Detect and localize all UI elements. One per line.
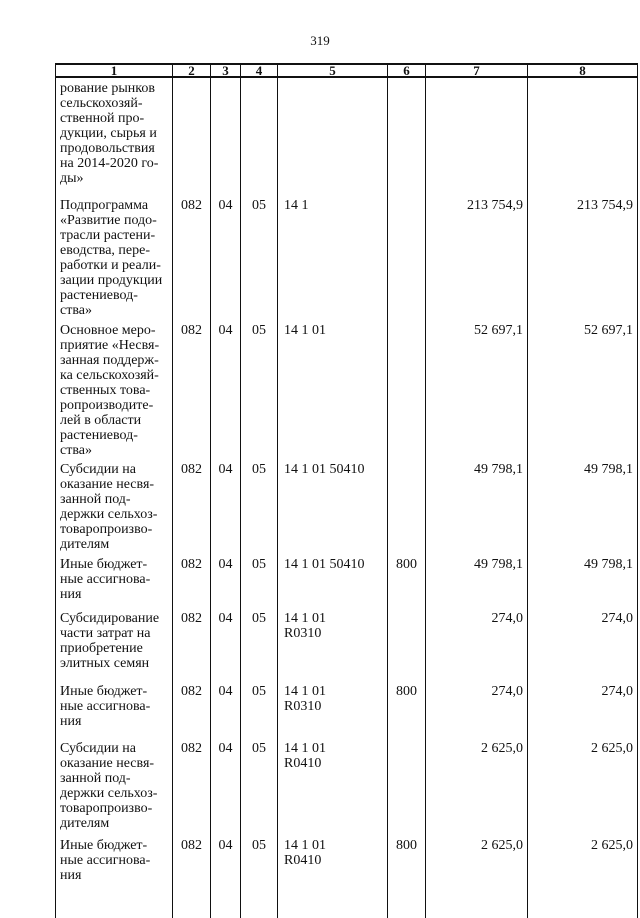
column-header: 5 [278, 64, 388, 77]
table-cell [173, 77, 211, 194]
table-cell: 274,0 [528, 607, 638, 680]
table-cell: 213 754,9 [426, 194, 528, 319]
table-header-row [56, 64, 638, 77]
table-cell: 04 [211, 680, 241, 737]
table-cell: 082 [173, 194, 211, 319]
table-cell: 082 [173, 553, 211, 607]
table-cell [241, 77, 278, 194]
table-cell: 05 [241, 319, 278, 458]
table-cell: 14 1 01 50410 [278, 553, 388, 607]
table-cell: 082 [173, 319, 211, 458]
table-cell: 49 798,1 [426, 458, 528, 553]
column-header: 6 [388, 64, 426, 77]
table-cell: 05 [241, 194, 278, 319]
table-cell: 04 [211, 194, 241, 319]
row-label-cell: Основное меро- приятие «Несвя- занная поддерж- ка сельскохозяй- ственных това- ропроизводите- лей в области растениевод- ства» [56, 319, 173, 458]
table-cell: 14 1 01 R0410 [278, 834, 388, 918]
table-cell: 04 [211, 319, 241, 458]
table-cell: 800 [388, 680, 426, 737]
table-cell: 49 798,1 [528, 458, 638, 553]
table-row [56, 834, 638, 918]
row-label-cell: Подпрограмма «Развитие подо- трасли растени- еводства, пере- работки и реали- зации продукции растениевод- ства» [56, 194, 173, 319]
table-cell: 274,0 [528, 680, 638, 737]
table-cell: 04 [211, 607, 241, 680]
column-header: 2 [173, 64, 211, 77]
table-cell: 49 798,1 [426, 553, 528, 607]
page-number: 319 [310, 33, 330, 48]
row-label-cell: Иные бюджет- ные ассигнова- ния [56, 834, 173, 918]
table-cell: 52 697,1 [426, 319, 528, 458]
table-cell: 52 697,1 [528, 319, 638, 458]
table-row [56, 607, 638, 680]
table-cell [388, 458, 426, 553]
column-header: 7 [426, 64, 528, 77]
table-cell [426, 77, 528, 194]
budget-table [55, 63, 638, 918]
table-cell: 213 754,9 [528, 194, 638, 319]
table-row [56, 553, 638, 607]
table-cell [388, 737, 426, 834]
table-cell: 14 1 01 [278, 319, 388, 458]
column-header: 1 [56, 64, 173, 77]
table-cell: 04 [211, 458, 241, 553]
table-cell: 14 1 01 50410 [278, 458, 388, 553]
table-row [56, 77, 638, 194]
table-cell: 2 625,0 [528, 834, 638, 918]
table-cell: 274,0 [426, 680, 528, 737]
table-row [56, 319, 638, 458]
table-cell: 04 [211, 737, 241, 834]
table-cell: 49 798,1 [528, 553, 638, 607]
table-cell: 274,0 [426, 607, 528, 680]
table-cell: 082 [173, 458, 211, 553]
column-header: 8 [528, 64, 638, 77]
table-cell [528, 77, 638, 194]
table-cell: 800 [388, 834, 426, 918]
row-label-cell: Субсидии на оказание несвя- занной под- держки сельхоз- товаропроизво- дителям [56, 737, 173, 834]
table-cell: 05 [241, 737, 278, 834]
table-cell: 800 [388, 553, 426, 607]
table-row [56, 458, 638, 553]
table-cell: 2 625,0 [528, 737, 638, 834]
table-cell [211, 77, 241, 194]
table-cell: 05 [241, 834, 278, 918]
table-row [56, 680, 638, 737]
table-cell: 05 [241, 553, 278, 607]
table-cell: 05 [241, 607, 278, 680]
table-cell: 082 [173, 834, 211, 918]
table-cell: 05 [241, 458, 278, 553]
table-cell: 14 1 01 R0310 [278, 680, 388, 737]
table-cell: 2 625,0 [426, 737, 528, 834]
table-cell [388, 607, 426, 680]
table-cell [388, 77, 426, 194]
table-cell [388, 194, 426, 319]
table-row [56, 194, 638, 319]
table-cell: 082 [173, 607, 211, 680]
table-cell: 14 1 [278, 194, 388, 319]
table-cell: 14 1 01 R0410 [278, 737, 388, 834]
table-cell: 2 625,0 [426, 834, 528, 918]
table-cell: 082 [173, 737, 211, 834]
table-cell: 04 [211, 834, 241, 918]
column-header: 4 [241, 64, 278, 77]
table-cell: 14 1 01 R0310 [278, 607, 388, 680]
table-cell [278, 77, 388, 194]
row-label-cell: Субсидии на оказание несвя- занной под- держки сельхоз- товаропроизво- дителям [56, 458, 173, 553]
table-cell: 05 [241, 680, 278, 737]
column-header: 3 [211, 64, 241, 77]
row-label-cell: Иные бюджет- ные ассигнова- ния [56, 553, 173, 607]
table-cell: 082 [173, 680, 211, 737]
row-label-cell: Иные бюджет- ные ассигнова- ния [56, 680, 173, 737]
table-cell [388, 319, 426, 458]
row-label-cell: Субсидирование части затрат на приобретение элитных семян [56, 607, 173, 680]
row-label-cell: рование рынков сельскохозяй- ственной про- дукции, сырья и продовольствия на 2014-2020 го- ды» [56, 77, 173, 194]
table-row [56, 737, 638, 834]
table-cell: 04 [211, 553, 241, 607]
